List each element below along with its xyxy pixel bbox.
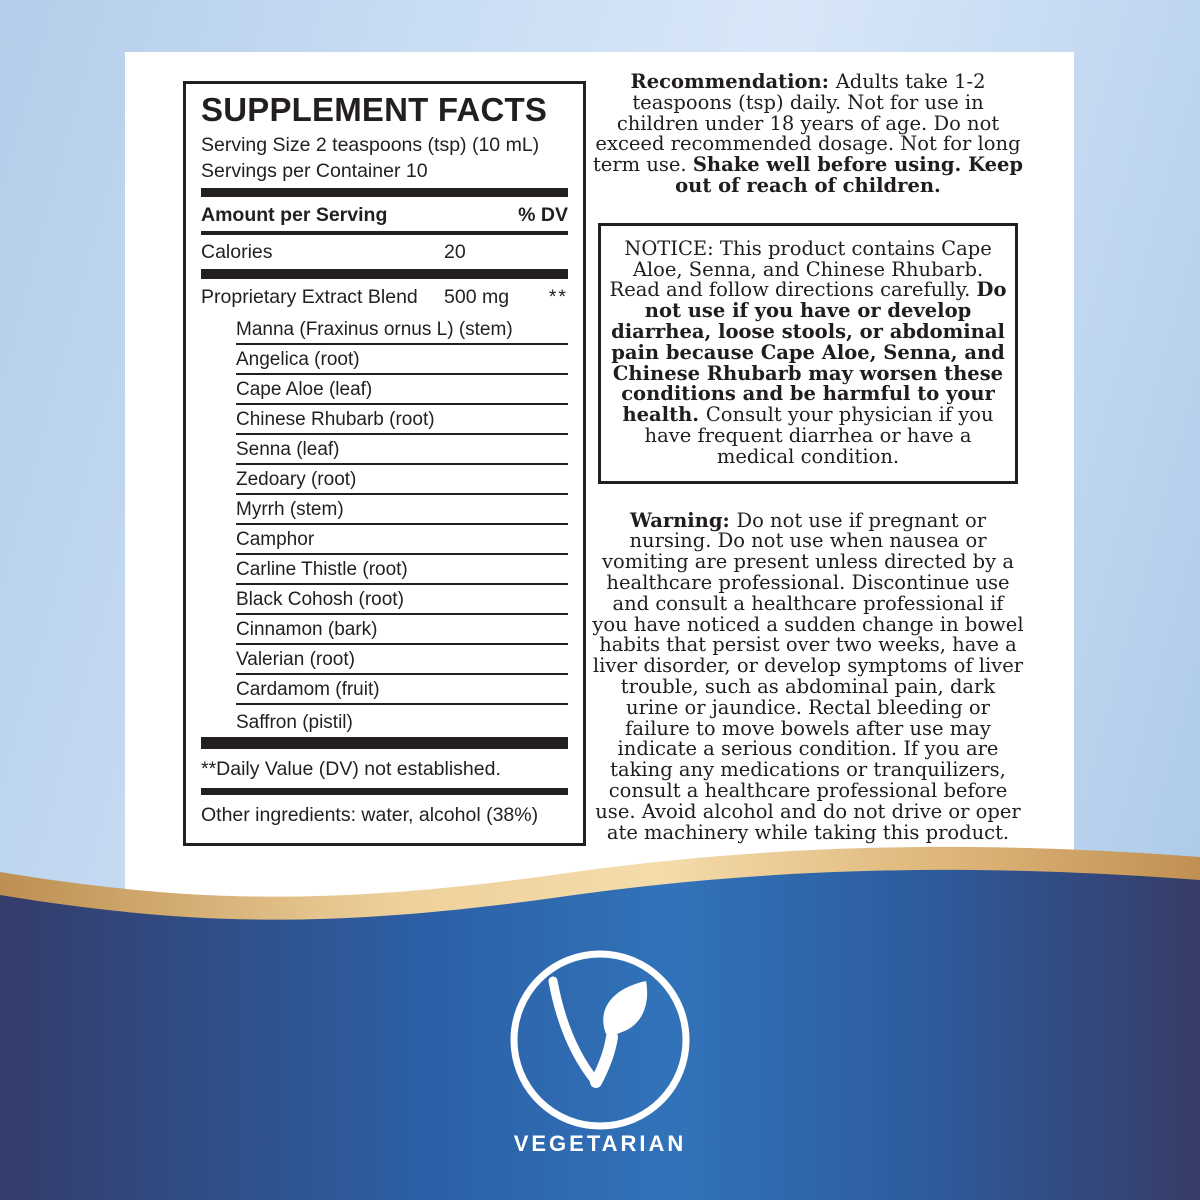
proprietary-blend-row xyxy=(201,279,568,315)
ingredient-row xyxy=(236,345,568,375)
calories-value: 20 xyxy=(444,241,466,263)
ingredient-name: Cardamom (fruit) xyxy=(236,679,380,700)
servings-per-container-text: Servings per Container 10 xyxy=(201,160,428,182)
recommendation-text: Recommendation: Adults take 1-2 teaspoons (tsp) daily. Not for use in children under 18 years of age. Do not exceed recommended dosage. Not for long term use. Shake well before using. Keep out of reach of children. xyxy=(592,70,1024,197)
ingredient-name: Manna (Fraxinus ornus L) (stem) xyxy=(236,319,513,340)
amount-header-row xyxy=(201,197,568,235)
calories-label: Calories xyxy=(201,241,273,263)
divider-bar xyxy=(201,788,568,795)
ingredient-name: Zedoary (root) xyxy=(236,469,357,490)
ingredient-row xyxy=(236,405,568,435)
serving-size-text: Serving Size 2 teaspoons (tsp) (10 mL) xyxy=(201,134,540,156)
ingredient-name: Cape Aloe (leaf) xyxy=(236,379,373,400)
ingredient-name: Carline Thistle (root) xyxy=(236,559,408,580)
ingredient-row xyxy=(236,705,568,735)
ingredient-name: Chinese Rhubarb (root) xyxy=(236,409,435,430)
amount-per-serving-header: Amount per Serving xyxy=(201,204,388,226)
directions-column xyxy=(592,72,1024,843)
divider-bar xyxy=(201,188,568,197)
ingredient-name: Angelica (root) xyxy=(236,349,360,370)
dv-footnote: **Daily Value (DV) not established. xyxy=(201,758,501,780)
ingredient-name: Saffron (pistil) xyxy=(236,712,353,733)
ingredient-row xyxy=(236,315,568,345)
ingredient-name: Senna (leaf) xyxy=(236,439,340,460)
notice-box xyxy=(598,223,1018,484)
divider-bar xyxy=(201,269,568,279)
other-ingredients-text: Other ingredients: water, alcohol (38%) xyxy=(201,804,539,826)
ingredient-row xyxy=(236,375,568,405)
warning-text: Warning: Do not use if pregnant or nursing. Do not use when nausea or vomiting are present unless directed by a healthcare professional. Discontinue use and consult a healthcare professional if you have noticed a sudden change in bowel habits that persist over two weeks, have a liver disorder, or develop symptoms of liver trouble, such as abdominal pain, dark urine or jaundice. Rectal bleeding or failure to move bowels after use may indicate a serious condition. If you are taking any medications or tranquilizers, consult a healthcare professional before use. Avoid alcohol and do not drive or oper ate machinery while taking this product. xyxy=(592,508,1024,844)
blend-dv-value: ** xyxy=(548,286,568,308)
ingredient-row xyxy=(236,435,568,465)
calories-row xyxy=(201,235,568,269)
notice-text: NOTICE: This product contains Cape Aloe, Senna, and Chinese Rhubarb. Read and follow directions carefully. Do not use if you have or develop diarrhea, loose stools, or abdominal pain because Cape Aloe, Senna, and Chinese Rhubarb may worsen these conditions and be harmful to your health. Consult your physician if you have frequent diarrhea or have a medical condition. xyxy=(609,236,1007,468)
ingredient-row xyxy=(236,465,568,495)
blend-amount: 500 mg xyxy=(444,286,510,308)
ingredient-row xyxy=(236,525,568,555)
vegetarian-label: VEGETARIAN xyxy=(513,1131,687,1156)
ingredient-name: Camphor xyxy=(236,529,315,550)
ingredient-row xyxy=(236,675,568,705)
blend-name: Proprietary Extract Blend xyxy=(201,286,418,308)
divider-bar xyxy=(201,737,568,749)
ingredient-row xyxy=(236,645,568,675)
ingredient-name: Black Cohosh (root) xyxy=(236,589,404,610)
ingredient-list xyxy=(236,315,568,735)
ingredient-row xyxy=(236,495,568,525)
ingredient-name: Myrrh (stem) xyxy=(236,499,344,520)
percent-dv-header: % DV xyxy=(518,204,568,226)
supplement-facts-panel xyxy=(183,81,586,846)
supplement-facts-title: SUPPLEMENT FACTS xyxy=(201,91,548,128)
ingredient-row xyxy=(236,585,568,615)
ingredient-row xyxy=(236,555,568,585)
ingredient-row xyxy=(236,615,568,645)
ingredient-name: Cinnamon (bark) xyxy=(236,619,378,640)
ingredient-name: Valerian (root) xyxy=(236,649,355,670)
